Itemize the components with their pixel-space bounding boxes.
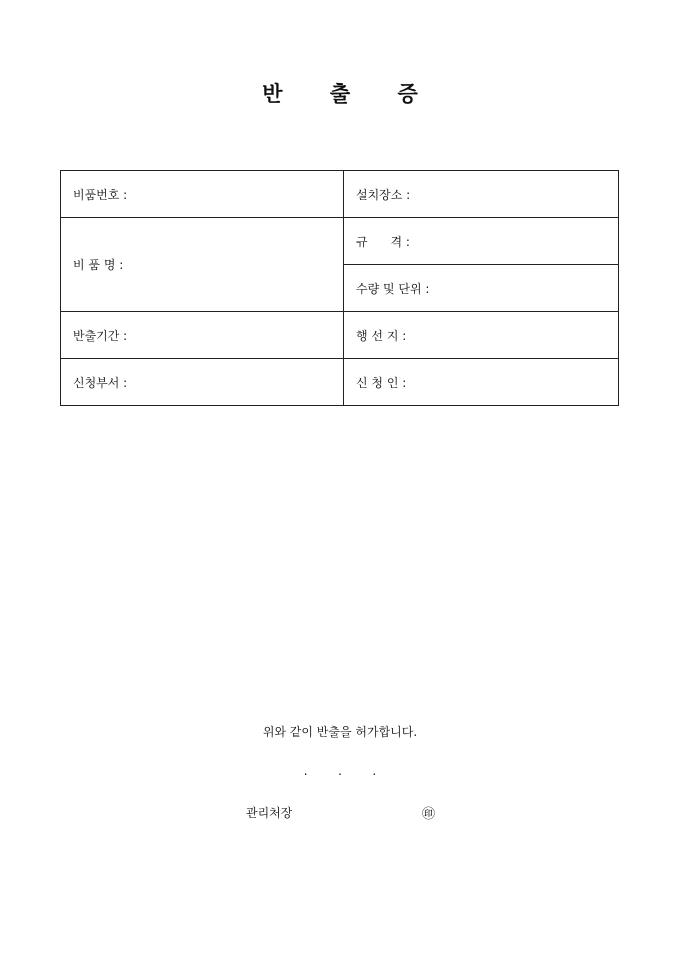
table-row — [61, 359, 619, 406]
spec-field[interactable]: 규 격 : — [344, 218, 619, 265]
export-form-table — [60, 170, 619, 406]
document-title: 반 출 증 — [262, 81, 438, 106]
location-field[interactable]: 설치장소 : — [344, 171, 619, 218]
destination-field[interactable]: 행 선 지 : — [344, 312, 619, 359]
table-row — [61, 312, 619, 359]
signer-title: 관리처장 — [246, 806, 293, 820]
applicant-field[interactable]: 신 청 인 : — [344, 359, 619, 406]
department-field[interactable]: 신청부서 : — [61, 359, 344, 406]
item-name-field[interactable]: 비 품 명 : — [61, 218, 344, 312]
period-field[interactable]: 반출기간 : — [61, 312, 344, 359]
date-line[interactable]: . . . — [303, 764, 377, 778]
table-row — [61, 171, 619, 218]
item-number-field[interactable]: 비품번호 : — [61, 171, 344, 218]
table-row — [61, 218, 619, 265]
quantity-field[interactable]: 수량 및 단위 : — [344, 265, 619, 312]
seal-icon: ㊞ — [422, 807, 436, 822]
approval-statement: 위와 같이 반출을 허가합니다. — [262, 725, 418, 739]
